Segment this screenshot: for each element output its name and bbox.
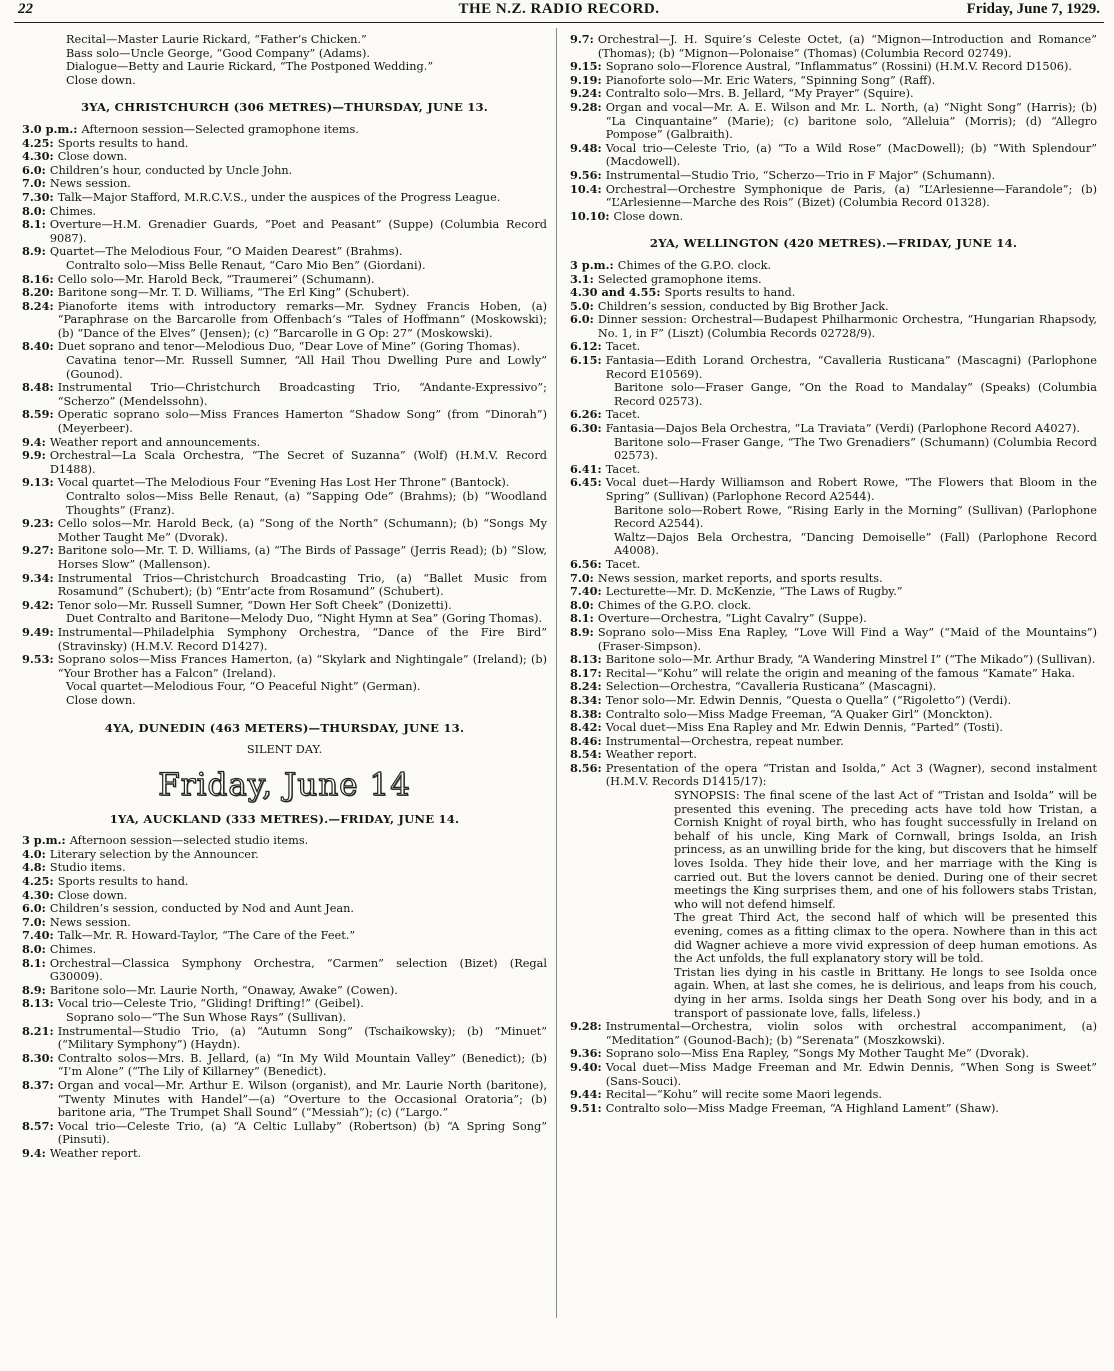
- programme-item: [22, 626, 547, 653]
- item-text: Instrumental—Orchestra, repeat number.: [605, 734, 844, 748]
- time-label: 9.13:: [22, 475, 54, 490]
- item-text: Sports results to hand.: [664, 286, 796, 300]
- time-label: 10.4:: [570, 181, 602, 196]
- left-column: [22, 33, 547, 1161]
- column-divider: [556, 28, 557, 1318]
- item-text: Vocal duet—Miss Madge Freeman and Mr. Edwin Dennis, “When Song is Sweet” (Sans-Souci).: [605, 1060, 1097, 1088]
- item-text: Vocal trio—Celeste Trio, (a) “A Celtic Lullaby” (Robertson) (b) “A Spring Song” (Pinsuti).: [57, 1119, 547, 1147]
- item-text: Contralto solos—Mrs. B. Jellard, (a) “In My Wild Mountain Valley” (Benedict); (b) “I’m Alone” (“The Lily of Killarney” (Benedict).: [57, 1051, 547, 1079]
- time-label: 8.42:: [570, 720, 602, 735]
- synopsis-paragraph: SYNOPSIS: The final scene of the last Act of “Tristan and Isolda” will be presented this evening. The preceding acts have told how Tristan, a Cornish Knight of royal birth, who has fought successfully in Ireland on behalf of his uncle, King Mark of Cornwall, brings Isolda, an Irish princess, as an unwilling bride for the king, but discovers that he himself loves Isolda. They hide their love, and her marriage with the King is carried out. But the lovers cannot be denied. During one of their secret meetings the King surprises them, and one of his followers stabs Tristan, who will not defend himself.: [674, 789, 1097, 911]
- time-label: 7.40:: [22, 928, 54, 943]
- programme-item: [570, 585, 1097, 599]
- item-text: Instrumental—Studio Trio, (a) “Autumn Song” (Tschaikowsky); (b) “Minuet” (“Military Symphony”) (Haydn).: [57, 1024, 547, 1052]
- item-text: Soprano solo—Florence Austral, “Inflammatus” (Rossini) (H.M.V. Record D1506).: [605, 60, 1072, 74]
- item-text: Baritone solo—Mr. Laurie North, “Onaway, Awake” (Cowen).: [49, 983, 398, 997]
- programme-2ya: [570, 259, 1097, 789]
- programme-item: [22, 1079, 547, 1120]
- programme-item: [22, 123, 547, 137]
- programme-item: [22, 177, 547, 191]
- item-text: Children’s session, conducted by Nod and Aunt Jean.: [49, 902, 354, 916]
- programme-item: [22, 544, 547, 571]
- programme-item: [570, 463, 1097, 477]
- item-text: Sports results to hand.: [57, 875, 189, 889]
- item-text: Children’s session, conducted by Big Brother Jack.: [597, 299, 889, 313]
- programme-item: [570, 476, 1097, 503]
- item-text: Close down.: [613, 209, 684, 223]
- item-text: Tenor solo—Mr. Russell Sumner, “Down Her Soft Cheek” (Donizetti).: [57, 598, 452, 612]
- time-label: 4.0:: [22, 846, 46, 861]
- time-label: 9.49:: [22, 624, 54, 639]
- time-label: 6.12:: [570, 339, 602, 354]
- item-text: Recital—“Kohu” will recite some Maori legends.: [605, 1088, 882, 1102]
- time-label: 9.44:: [570, 1087, 602, 1102]
- programme-item: [570, 599, 1097, 613]
- programme-item: [570, 694, 1097, 708]
- item-text: Afternoon session—Selected gramophone items.: [81, 122, 359, 136]
- item-text: News session.: [49, 177, 131, 191]
- time-label: 6.30:: [570, 421, 602, 436]
- sub-item: Baritone solo—Fraser Gange, “The Two Grenadiers” (Schumann) (Columbia Record 02573).: [614, 435, 1097, 463]
- programme-item: [22, 273, 547, 287]
- item-text: Instrumental—Studio Trio, “Scherzo—Trio in F Major” (Schumann).: [605, 168, 996, 182]
- programme-item: [570, 1088, 1097, 1102]
- item-text: Selected gramophone items.: [597, 272, 762, 286]
- programme-item: [22, 902, 547, 916]
- programme-item: [570, 408, 1097, 422]
- time-label: 3.1:: [570, 271, 594, 286]
- programme-item: [22, 381, 547, 408]
- time-label: 4.8:: [22, 860, 46, 875]
- item-text: Contralto solo—Mrs. B. Jellard, “My Prayer” (Squire).: [605, 87, 914, 101]
- time-label: 3.0 p.m.:: [22, 121, 78, 136]
- programme-item: [22, 861, 547, 875]
- programme-item: [570, 572, 1097, 586]
- time-label: 9.51:: [570, 1100, 602, 1115]
- programme-item: [570, 60, 1097, 74]
- header-rule: [14, 22, 1104, 23]
- programme-item: [570, 87, 1097, 101]
- item-text: Close down.: [57, 150, 128, 164]
- time-label: 8.1:: [22, 955, 46, 970]
- programme-item: [570, 680, 1097, 694]
- programme-item: [570, 33, 1097, 60]
- time-label: 4.30:: [22, 887, 54, 902]
- item-text: Afternoon session—selected studio items.: [69, 834, 309, 848]
- programme-item: [570, 273, 1097, 287]
- time-label: 8.1:: [570, 611, 594, 626]
- programme-2ya-after: [570, 1020, 1097, 1115]
- programme-item: [22, 848, 547, 862]
- item-text: Close down.: [57, 888, 128, 902]
- time-label: 4.25:: [22, 135, 54, 150]
- sub-item: Duet Contralto and Baritone—Melody Duo, “Night Hymn at Sea” (Goring Thomas).: [66, 612, 543, 626]
- item-text: Orchestral—La Scala Orchestra, “The Secret of Suzanna” (Wolf) (H.M.V. Record D1488).: [49, 449, 547, 476]
- heading-1ya: 1YA, AUCKLAND (333 METRES).—FRIDAY, JUNE 14.: [109, 811, 460, 826]
- time-label: 8.17:: [570, 665, 602, 680]
- programme-item: [22, 191, 547, 205]
- time-label: 8.20:: [22, 285, 54, 300]
- time-label: 9.15:: [570, 59, 602, 74]
- time-label: 7.40:: [570, 584, 602, 599]
- sub-item: Baritone solo—Fraser Gange, “On the Road to Mandalay” (Speaks) (Columbia Record 02573).: [614, 381, 1097, 408]
- programme-item: [570, 313, 1097, 340]
- right-column: [570, 33, 1097, 1115]
- item-text: Cello solo—Mr. Harold Beck, “Traumerei” (Schumann).: [57, 272, 375, 286]
- time-label: 6.41:: [570, 461, 602, 476]
- time-label: 8.40:: [22, 339, 54, 354]
- synopsis-paragraph: The great Third Act, the second half of which will be presented this evening, comes as a fitting climax to the opera. Nowhere than in this act did Wagner achieve a more vivid expression of deep human emotions. As the Act unfolds, the full explanatory story will be told.: [674, 911, 1097, 966]
- heading-2ya: 2YA, WELLINGTON (420 METRES).—FRIDAY, JUNE 14.: [649, 236, 1018, 251]
- time-label: 9.4:: [22, 1145, 46, 1160]
- time-label: 8.9:: [22, 982, 46, 997]
- issue-date: Friday, June 7, 1929.: [966, 1, 1100, 17]
- time-label: 8.34:: [570, 692, 602, 707]
- time-label: 9.40:: [570, 1059, 602, 1074]
- programme-item: [570, 259, 1097, 273]
- intro-line: Recital—Master Laurie Rickard, “Father’s Chicken.”: [66, 33, 367, 46]
- item-text: Organ and vocal—Mr. A. E. Wilson and Mr. L. North, (a) “Night Song” (Harris); (b) “La Cinquantaine” (Marie); (c) baritone solo, “Alleluia” (Morris); (d) “Allegro Pompose” (Galbraith).: [605, 100, 1097, 142]
- time-label: 9.27:: [22, 543, 54, 558]
- time-label: 6.0:: [22, 901, 46, 916]
- item-text: Fantasia—Edith Lorand Orchestra, “Cavalleria Rusticana” (Mascagni) (Parlophone Record E10569).: [605, 354, 1097, 381]
- time-label: 7.0:: [570, 570, 594, 585]
- time-label: 9.9:: [22, 448, 46, 463]
- time-label: 4.30:: [22, 149, 54, 164]
- item-text: Orchestral—Orchestre Symphonique de Paris, (a) “L’Arlesienne—Farandole”; (b) “L’Arlesienne—Marche des Rois” (Bizet) (Columbia Record 01328).: [605, 182, 1097, 210]
- sub-item: Cavatina tenor—Mr. Russell Sumner, “All Hail Thou Dwelling Pure and Lowly” (Gounod).: [66, 354, 547, 381]
- item-text: Baritone solo—Mr. Arthur Brady, “A Wandering Minstrel I” (“The Mikado”) (Sullivan).: [605, 653, 1096, 667]
- programme-item: [22, 150, 547, 164]
- programme-1ya: [22, 834, 547, 1160]
- sub-item: Contralto solo—Miss Belle Renaut, “Caro Mio Ben” (Giordani).: [66, 258, 426, 272]
- programme-item: [22, 1025, 547, 1052]
- programme-item: [570, 210, 1097, 224]
- sub-item: Contralto solos—Miss Belle Renaut, (a) “Sapping Ode” (Brahms); (b) “Woodland Thoughts” (Franz).: [66, 490, 547, 517]
- item-text: Pianoforte items with introductory remarks—Mr. Sydney Francis Hoben, (a) “Paraphrase on the Barcarolle from Offenbach’s “Tales of Hoffmann” (Moskowski); (b) “Dance of the Elves” (Jensen); (c) “Barcarolle in G Op: 27” (Moskowski).: [57, 299, 547, 340]
- time-label: 8.59:: [22, 407, 54, 422]
- item-text: Tacet.: [605, 408, 641, 422]
- time-label: 8.0:: [570, 597, 594, 612]
- time-label: 4.25:: [22, 874, 54, 889]
- item-text: Soprano solos—Miss Frances Hamerton, (a) “Skylark and Nightingale” (Ireland); (b) “Your Brother has a Falcon” (Ireland).: [57, 653, 547, 680]
- silent-day-note: SILENT DAY.: [246, 743, 323, 757]
- time-label: 8.46:: [570, 733, 602, 748]
- programme-item: [570, 286, 1097, 300]
- publication-title: THE N.Z. RADIO RECORD.: [458, 1, 660, 17]
- time-label: 3 p.m.:: [570, 257, 614, 272]
- time-label: 9.24:: [570, 86, 602, 101]
- programme-item: [22, 436, 547, 450]
- item-text: Organ and vocal—Mr. Arthur E. Wilson (organist), and Mr. Laurie North (baritone), “Twenty Minutes with Handel”—(a) “Overture to the Occasional Oratoria”; (b) baritone aria, “The Trumpet Shall Sound” (“Messiah”); (c) (“Largo.”: [57, 1078, 547, 1120]
- time-label: 9.23:: [22, 516, 54, 531]
- item-text: Weather report.: [605, 748, 697, 762]
- time-label: 6.0:: [570, 312, 594, 327]
- item-text: Overture—H.M. Grenadier Guards, “Poet and Peasant” (Suppe) (Columbia Record 9087).: [49, 218, 547, 245]
- sub-item: Soprano solo—“The Sun Whose Rays” (Sullivan).: [66, 1011, 347, 1024]
- programme-item: [570, 762, 1097, 789]
- programme-item: [22, 997, 547, 1011]
- programme-item: [570, 1047, 1097, 1061]
- item-text: Baritone song—Mr. T. D. Williams, “The Erl King” (Schubert).: [57, 286, 410, 300]
- time-label: 5.0:: [570, 298, 594, 313]
- item-text: Soprano solo—Miss Ena Rapley, “Love Will Find a Way” (“Maid of the Mountains”) (Fraser-Simpson).: [597, 625, 1097, 653]
- time-label: 8.48:: [22, 380, 54, 395]
- item-text: Selection—Orchestra, “Cavalleria Rusticana” (Mascagni).: [605, 680, 937, 694]
- time-label: 6.0:: [22, 162, 46, 177]
- item-text: Children’s hour, conducted by Uncle John.: [49, 163, 293, 177]
- programme-item: [570, 612, 1097, 626]
- time-label: 8.30:: [22, 1050, 54, 1065]
- time-label: 9.36:: [570, 1046, 602, 1061]
- programme-item: [570, 354, 1097, 381]
- programme-item: [22, 889, 547, 903]
- item-text: News session.: [49, 915, 131, 929]
- time-label: 8.56:: [570, 760, 602, 775]
- time-label: 8.13:: [22, 996, 54, 1011]
- time-label: 4.30 and 4.55:: [570, 285, 661, 300]
- programme-item: [570, 340, 1097, 354]
- programme-item: [22, 984, 547, 998]
- item-text: Vocal quartet—The Melodious Four “Evening Has Lost Her Throne” (Bantock).: [57, 476, 510, 490]
- time-label: 7.0:: [22, 176, 46, 191]
- item-text: Talk—Major Stafford, M.R.C.V.S., under the auspices of the Progress League.: [57, 190, 501, 204]
- programme-item: [570, 748, 1097, 762]
- programme-3ya-continued: [570, 33, 1097, 223]
- time-label: 8.37:: [22, 1077, 54, 1092]
- item-text: Literary selection by the Announcer.: [49, 847, 259, 861]
- time-label: 8.54:: [570, 747, 602, 762]
- item-text: Chimes of the G.P.O. clock.: [597, 598, 752, 612]
- heading-4ya: 4YA, DUNEDIN (463 METERS)—THURSDAY, JUNE 13.: [104, 720, 465, 735]
- programme-item: [22, 653, 547, 680]
- time-label: 9.48:: [570, 140, 602, 155]
- synopsis-paragraph: Tristan lies dying in his castle in Brittany. He longs to see Isolda once again. When, at last she comes, he is delirious, and leaps from his couch, dying in her arms. Isolda sings her Death Song over his body, and in a transport of passionate love, falls, lifeless.): [674, 965, 1097, 1020]
- item-text: Instrumental—Orchestra, violin solos with orchestral accompaniment, (a) “Meditation” (Gounod-Bach); (b) “Serenata” (Moszkowski).: [605, 1020, 1097, 1047]
- item-text: Baritone solo—Mr. T. D. Williams, (a) “The Birds of Passage” (Jerris Read); (b) “Slow, Horses Slow” (Mallenson).: [57, 544, 547, 571]
- time-label: 8.21:: [22, 1023, 54, 1038]
- time-label: 9.42:: [22, 597, 54, 612]
- item-text: Weather report and announcements.: [49, 435, 261, 449]
- programme-3ya: [22, 123, 547, 708]
- programme-item: [22, 245, 547, 259]
- intro-line: Close down.: [66, 73, 136, 87]
- programme-item: [570, 558, 1097, 572]
- item-text: Studio items.: [49, 861, 126, 875]
- programme-item: [570, 1020, 1097, 1047]
- programme-item: [570, 1061, 1097, 1088]
- time-label: 9.28:: [570, 99, 602, 114]
- item-text: Pianoforte solo—Mr. Eric Waters, “Spinning Song” (Raff).: [605, 73, 936, 87]
- programme-item: [22, 1147, 547, 1161]
- programme-item: [22, 929, 547, 943]
- page-number: 22: [18, 1, 33, 17]
- time-label: 8.24:: [570, 679, 602, 694]
- item-text: Vocal trio—Celeste Trio, “Gliding! Drifting!” (Geibel).: [57, 997, 364, 1011]
- programme-item: [570, 300, 1097, 314]
- programme-item: [22, 943, 547, 957]
- item-text: Chimes of the G.P.O. clock.: [617, 258, 772, 272]
- time-label: 9.19:: [570, 72, 602, 87]
- item-text: Tacet.: [605, 340, 641, 354]
- tristan-synopsis: [570, 789, 1097, 1020]
- programme-item: [570, 708, 1097, 722]
- programme-item: [570, 74, 1097, 88]
- programme-item: [570, 183, 1097, 210]
- item-text: Instrumental Trios—Christchurch Broadcasting Trio, (a) “Ballet Music from Rosamund” (Schubert); (b) “Entr’acte from Rosamund” (Schubert).: [57, 571, 547, 599]
- programme-item: [22, 572, 547, 599]
- programme-item: [22, 957, 547, 984]
- item-text: Contralto solo—Miss Madge Freeman, “A Quaker Girl” (Monckton).: [605, 707, 993, 721]
- item-text: Fantasia—Dajos Bela Orchestra, “La Traviata” (Verdi) (Parlophone Record A4027).: [605, 422, 1080, 436]
- time-label: 8.9:: [570, 624, 594, 639]
- programme-item: [22, 137, 547, 151]
- item-text: Orchestral—Classica Symphony Orchestra, “Carmen” selection (Bizet) (Regal G30009).: [49, 956, 547, 984]
- programme-item: [570, 667, 1097, 681]
- item-text: Tacet.: [605, 462, 641, 476]
- item-text: Lecturette—Mr. D. McKenzie, “The Laws of Rugby.”: [605, 585, 903, 599]
- time-label: 8.0:: [22, 942, 46, 957]
- programme-item: [22, 300, 547, 341]
- programme-item: [570, 735, 1097, 749]
- item-text: Operatic soprano solo—Miss Frances Hamerton “Shadow Song” (from “Dinorah”) (Meyerbeer).: [57, 408, 547, 436]
- programme-item: [22, 1052, 547, 1079]
- item-text: Vocal trio—Celeste Trio, (a) “To a Wild Rose” (MacDowell); (b) “With Splendour” (Macdowell).: [605, 141, 1097, 169]
- page-header: [18, 0, 1100, 22]
- programme-item: [22, 286, 547, 300]
- time-label: 7.0:: [22, 914, 46, 929]
- programme-item: [22, 449, 547, 476]
- programme-item: [22, 340, 547, 354]
- programme-item: [570, 1102, 1097, 1116]
- time-label: 9.56:: [570, 167, 602, 182]
- time-label: 9.4:: [22, 434, 46, 449]
- item-text: Instrumental Trio—Christchurch Broadcasting Trio, “Andante-Expressivo”; “Scherzo” (Mendelssohn).: [57, 381, 547, 408]
- programme-item: [570, 626, 1097, 653]
- time-label: 8.38:: [570, 706, 602, 721]
- item-text: Soprano solo—Miss Ena Rapley, “Songs My Mother Taught Me” (Dvorak).: [605, 1047, 1030, 1061]
- item-text: Vocal duet—Miss Ena Rapley and Mr. Edwin Dennis, “Parted” (Tosti).: [605, 721, 1004, 735]
- time-label: 6.56:: [570, 556, 602, 571]
- programme-item: [22, 164, 547, 178]
- item-text: Vocal duet—Hardy Williamson and Robert Rowe, “The Flowers that Bloom in the Spring” (Sullivan) (Parlophone Record A2544).: [605, 476, 1097, 503]
- programme-item: [22, 476, 547, 490]
- item-text: Contralto solo—Miss Madge Freeman, “A Highland Lament” (Shaw).: [605, 1101, 999, 1115]
- intro-line: Bass solo—Uncle George, “Good Company” (Adams).: [66, 46, 370, 60]
- programme-item: [570, 422, 1097, 436]
- item-text: Instrumental—Philadelphia Symphony Orchestra, “Dance of the Fire Bird” (Stravinsky) (H.M.V. Record D1427).: [57, 625, 547, 653]
- item-text: Chimes.: [49, 943, 97, 957]
- programme-item: [22, 834, 547, 848]
- programme-item: [22, 205, 547, 219]
- intro-block: [22, 33, 547, 87]
- intro-line: Dialogue—Betty and Laurie Rickard, “The Postponed Wedding.”: [66, 60, 434, 74]
- time-label: 3 p.m.:: [22, 833, 66, 848]
- item-text: Presentation of the opera “Tristan and Isolda,” Act 3 (Wagner), second instalment (H.M.V. Records D1415/17):: [605, 761, 1097, 789]
- item-text: Talk—Mr. R. Howard-Taylor, “The Care of the Feet.”: [57, 929, 356, 943]
- item-text: Weather report.: [49, 1146, 142, 1160]
- programme-item: [22, 408, 547, 435]
- time-label: 6.45:: [570, 475, 602, 490]
- sub-item: Baritone solo—Robert Rowe, “Rising Early in the Morning” (Sullivan) (Parlophone Record A2544).: [614, 503, 1097, 531]
- programme-item: [570, 653, 1097, 667]
- programme-item: [570, 101, 1097, 142]
- programme-item: [570, 142, 1097, 169]
- item-text: Recital—“Kohu” will relate the origin and meaning of the famous “Kamate” Haka.: [605, 666, 1076, 680]
- time-label: 9.34:: [22, 570, 54, 585]
- time-label: 9.7:: [570, 32, 594, 46]
- item-text: Chimes.: [49, 204, 97, 218]
- friday-title: Friday, June 14: [158, 766, 411, 803]
- programme-item: [22, 517, 547, 544]
- programme-item: [22, 916, 547, 930]
- time-label: 9.53:: [22, 652, 54, 667]
- programme-item: [22, 1120, 547, 1147]
- item-text: Dinner session: Orchestral—Budapest Philharmonic Orchestra, “Hungarian Rhapsody, No. 1, in F” (Liszt) (Columbia Records 02728/9).: [597, 313, 1097, 340]
- item-text: Cello solos—Mr. Harold Beck, (a) “Song of the North” (Schumann); (b) “Songs My Mother Taught Me” (Dvorak).: [57, 517, 547, 544]
- time-label: 8.1:: [22, 217, 46, 232]
- time-label: 8.24:: [22, 298, 54, 313]
- item-text: News session, market reports, and sports results.: [597, 571, 883, 585]
- time-label: 8.57:: [22, 1118, 54, 1133]
- time-label: 8.16:: [22, 271, 54, 286]
- time-label: 7.30:: [22, 189, 54, 204]
- item-text: Quartet—The Melodious Four, “O Maiden Dearest” (Brahms).: [49, 245, 403, 259]
- time-label: 8.0:: [22, 203, 46, 218]
- item-text: Sports results to hand.: [57, 136, 189, 150]
- time-label: 9.28:: [570, 1019, 602, 1034]
- time-label: 6.26:: [570, 407, 602, 422]
- item-text: Duet soprano and tenor—Melodious Duo, “Dear Love of Mine” (Goring Thomas).: [57, 340, 521, 354]
- sub-item: Vocal quartet—Melodious Four, “O Peaceful Night” (German).: [66, 680, 421, 694]
- time-label: 8.13:: [570, 652, 602, 667]
- programme-item: [570, 721, 1097, 735]
- time-label: 6.15:: [570, 353, 602, 368]
- item-text: Tenor solo—Mr. Edwin Dennis, “Questa o Quella” (“Rigoletto”) (Verdi).: [605, 693, 1012, 707]
- time-label: 10.10:: [570, 208, 610, 223]
- programme-item: [570, 169, 1097, 183]
- item-text: Overture—Orchestra, “Light Cavalry” (Suppe).: [597, 612, 867, 626]
- programme-item: [22, 599, 547, 613]
- programme-item: [22, 218, 547, 245]
- sub-item: Close down.: [66, 693, 136, 707]
- item-text: Tacet.: [605, 557, 641, 571]
- programme-item: [22, 875, 547, 889]
- sub-item: Waltz—Dajos Bela Orchestra, “Dancing Demoiselle” (Fall) (Parlophone Record A4008).: [614, 530, 1097, 558]
- item-text: Orchestral—J. H. Squire’s Celeste Octet, (a) “Mignon—Introduction and Romance” (Thomas); (b) “Mignon—Polonaise” (Thomas) (Columbia Record 02749).: [597, 33, 1097, 60]
- time-label: 8.9:: [22, 244, 46, 259]
- heading-3ya: 3YA, CHRISTCHURCH (306 METRES)—THURSDAY, JUNE 13.: [80, 100, 489, 115]
